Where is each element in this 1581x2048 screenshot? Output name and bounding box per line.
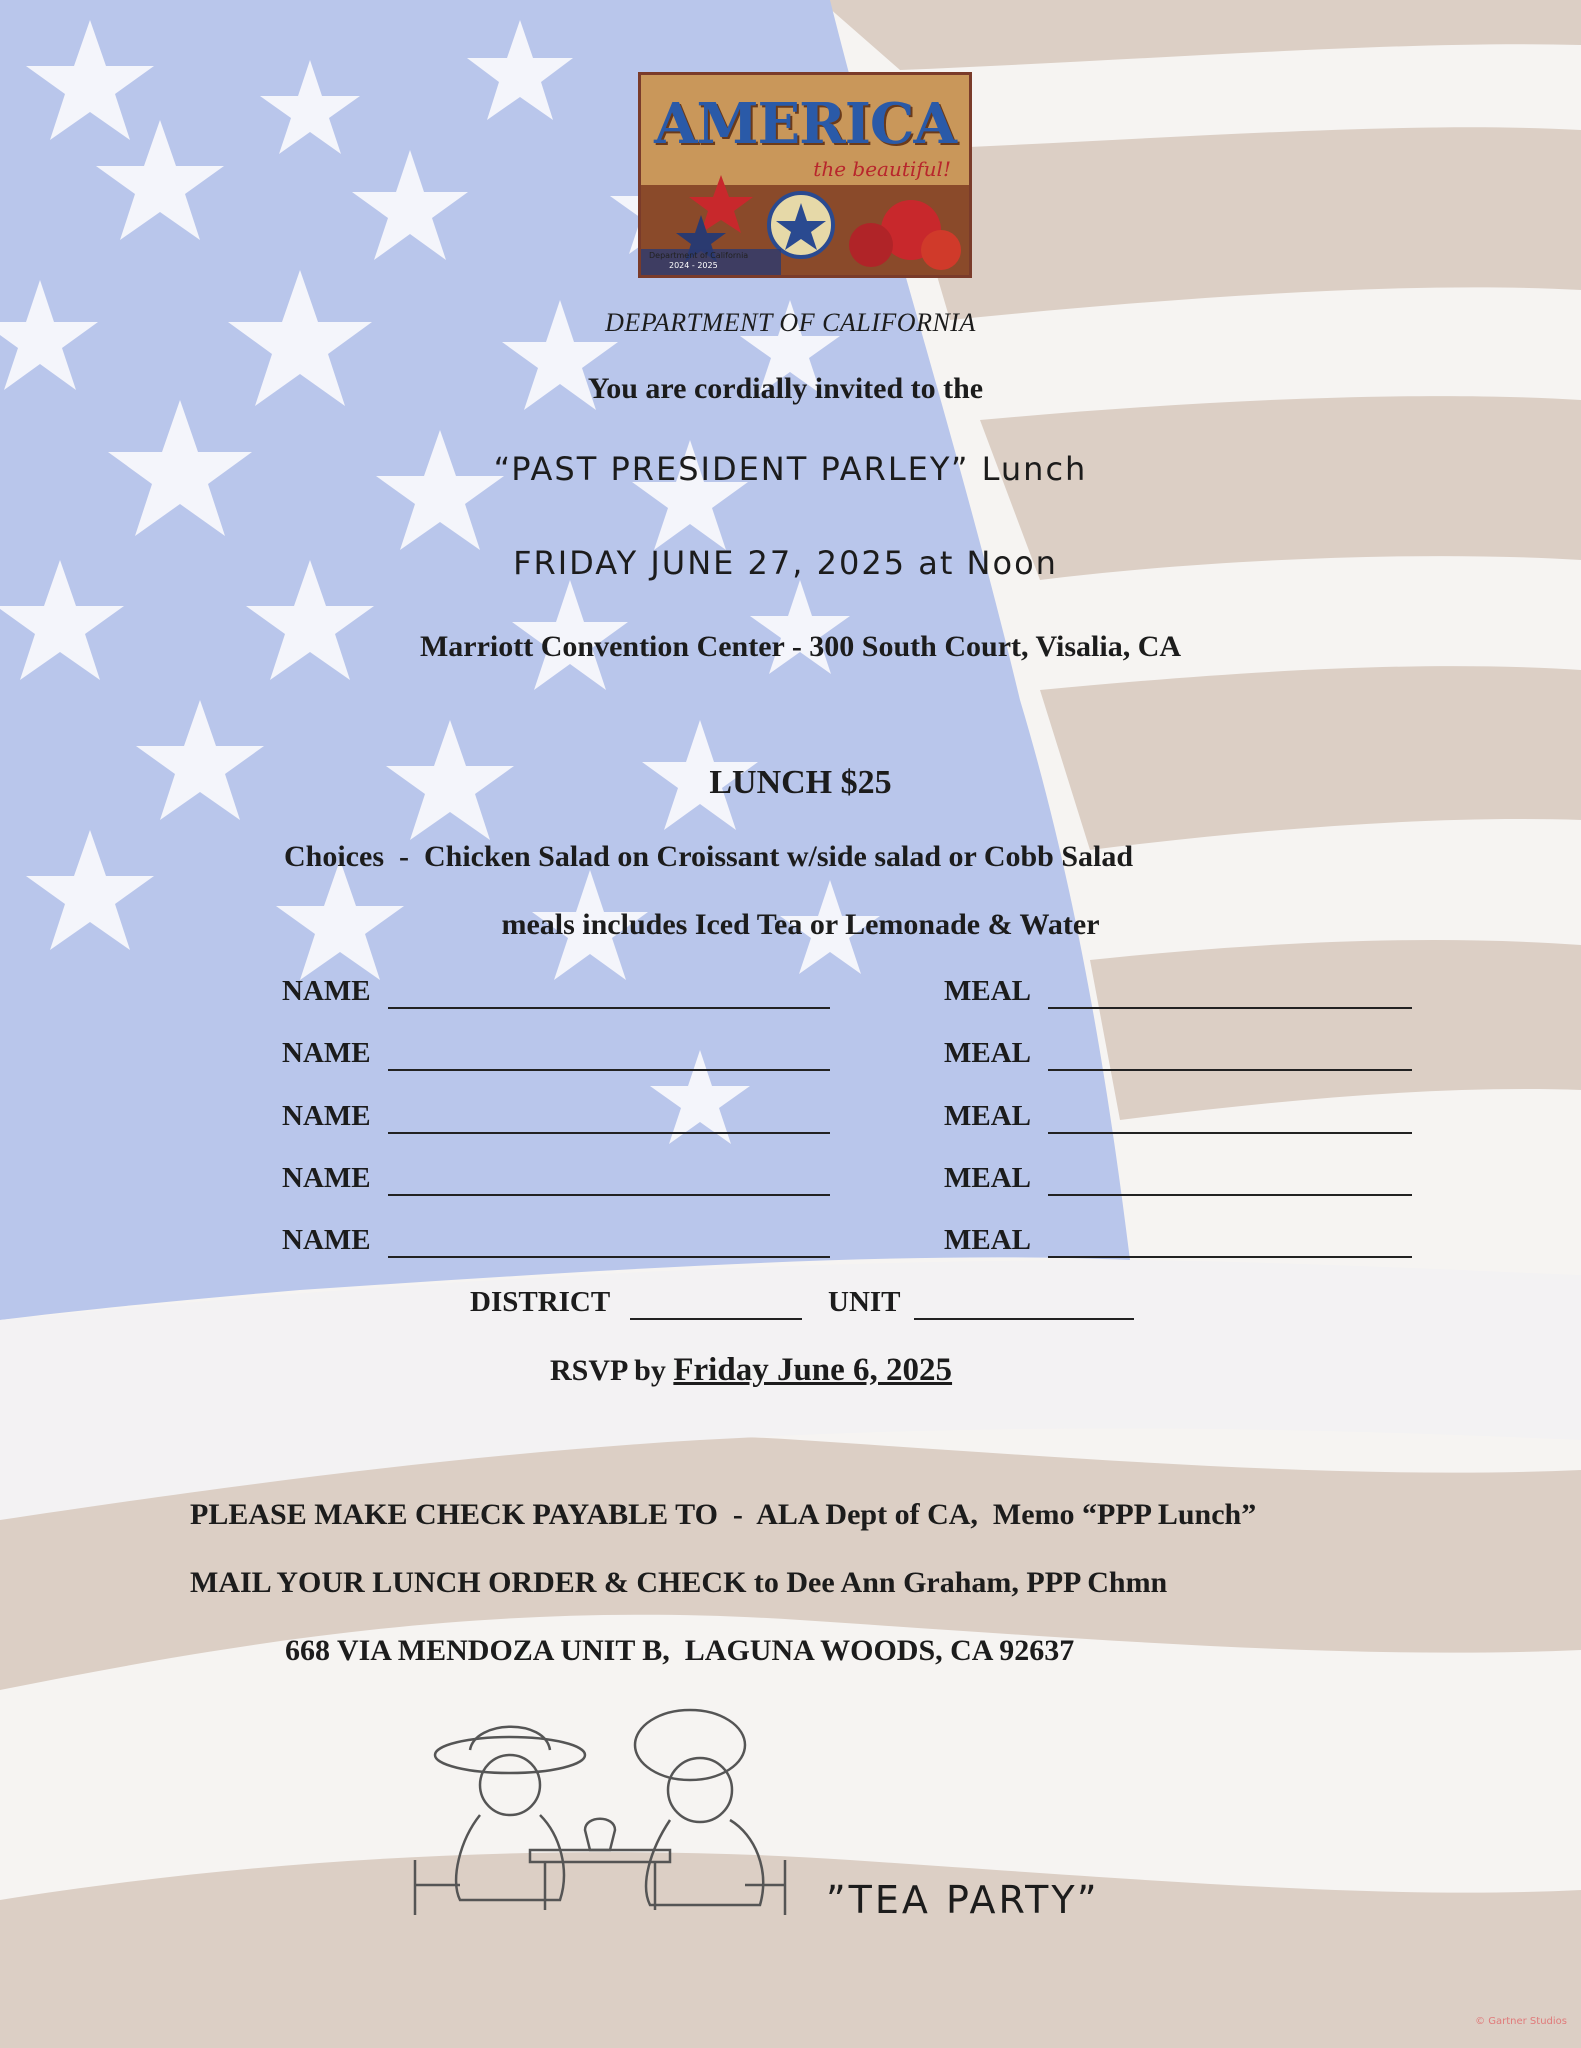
registration-row [282,1162,1412,1202]
department-heading: DEPARTMENT OF CALIFORNIA [605,308,976,337]
registration-row [282,1100,1412,1140]
mailing-address-line: 668 VIA MENDOZA UNIT B, LAGUNA WOODS, CA 92637 [285,1634,1075,1667]
name-label: NAME [282,1224,371,1256]
event-venue: Marriott Convention Center - 300 South Court, Visalia, CA [419,630,1182,663]
name-label: NAME [282,1162,371,1194]
unit-label: UNIT [828,1286,901,1318]
meal-label: MEAL [944,1100,1031,1132]
meal-choices: Choices - Chicken Salad on Croissant w/side salad or Cobb Salad [284,840,1134,873]
meal-field[interactable] [1048,1069,1412,1071]
america-the-beautiful-logo [638,72,972,278]
logo-subtitle: the beautiful! [813,157,951,181]
district-field[interactable] [630,1318,802,1320]
rsvp-prefix: RSVP by [550,1354,666,1387]
copyright-watermark: © Gartner Studios [1475,2016,1567,2027]
meal-field[interactable] [1048,1256,1412,1258]
name-field[interactable] [388,1132,830,1134]
meal-field[interactable] [1048,1132,1412,1134]
lunch-price: LUNCH $25 [709,764,892,801]
logo-title: AMERICA [654,91,956,157]
meal-label: MEAL [944,1162,1031,1194]
district-unit-row [470,1286,1140,1326]
invitation-line: You are cordially invited to the [587,372,984,405]
district-label: DISTRICT [470,1286,611,1318]
rsvp-date: Friday June 6, 2025 [673,1352,953,1388]
name-label: NAME [282,1037,371,1069]
registration-row [282,1224,1412,1264]
meal-field[interactable] [1048,1007,1412,1009]
check-payable-line: PLEASE MAKE CHECK PAYABLE TO - ALA Dept of CA, Memo “PPP Lunch” [190,1498,1257,1531]
name-field[interactable] [388,1007,830,1009]
event-title: “PAST PRESIDENT PARLEY” Lunch [493,450,1088,488]
meal-field[interactable] [1048,1194,1412,1196]
logo-footer-department: Department of California [649,251,749,260]
meal-label: MEAL [944,1224,1031,1256]
meal-label: MEAL [944,1037,1031,1069]
name-field[interactable] [388,1069,830,1071]
logo-footer-years: 2024 - 2025 [669,261,718,270]
registration-row [282,1037,1412,1077]
tea-party-caption: ”TEA PARTY” [826,1878,1100,1922]
mail-order-line: MAIL YOUR LUNCH ORDER & CHECK to Dee Ann Graham, PPP Chmn [190,1566,1168,1599]
meal-label: MEAL [944,975,1031,1007]
registration-row [282,975,1412,1015]
name-label: NAME [282,975,371,1007]
tea-party-illustration [400,1700,800,1920]
unit-field[interactable] [914,1318,1134,1320]
meal-includes: meals includes Iced Tea or Lemonade & Water [501,908,1100,941]
name-field[interactable] [388,1256,830,1258]
name-field[interactable] [388,1194,830,1196]
name-label: NAME [282,1100,371,1132]
event-date: FRIDAY JUNE 27, 2025 at Noon [513,544,1058,582]
rsvp-line [550,1352,952,1389]
